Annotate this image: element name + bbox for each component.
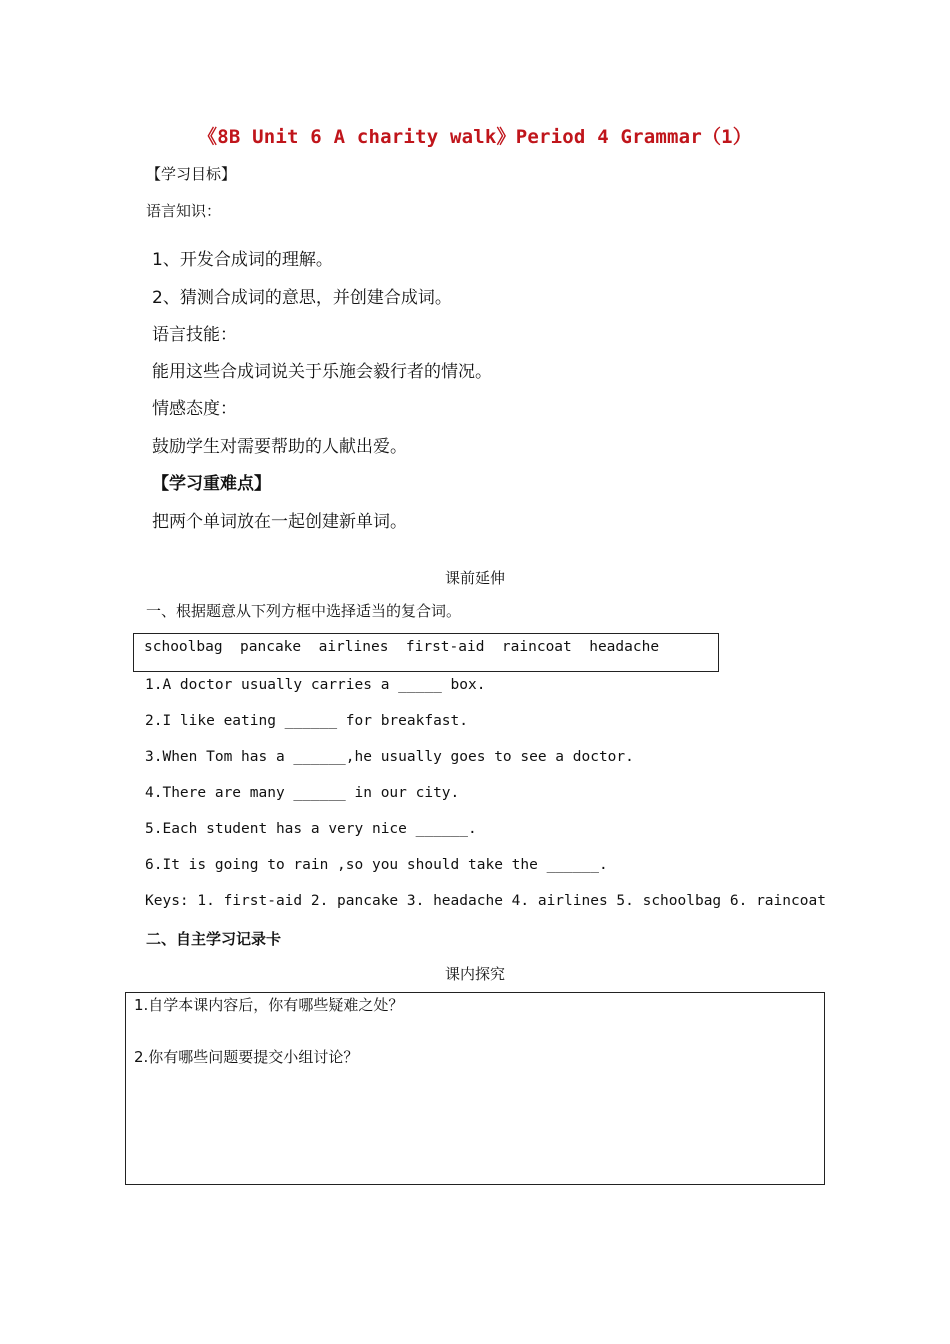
word-list: schoolbag pancake airlines first-aid raincoat headache xyxy=(144,639,660,655)
question: 1.A doctor usually carries a _____ box. xyxy=(145,677,486,693)
key-points-text: 把两个单词放在一起创建新单词。 xyxy=(152,512,407,532)
page-title: 《8B Unit 6 A charity walk》Period 4 Grammar（1） xyxy=(198,126,752,148)
question: 3.When Tom has a ______,he usually goes to see a doctor. xyxy=(145,749,634,765)
in-class-heading: 课内探究 xyxy=(444,965,505,983)
knowledge-item: 1、开发合成词的理解。 xyxy=(152,250,333,270)
discussion-box xyxy=(125,992,825,1185)
preview-instruction: 一、根据题意从下列方框中选择适当的复合词。 xyxy=(146,602,462,620)
key-points-heading: 【学习重难点】 xyxy=(152,474,271,494)
attitude-label: 情感态度： xyxy=(152,399,237,419)
question: 5.Each student has a very nice ______. xyxy=(145,821,477,837)
knowledge-label: 语言知识： xyxy=(146,202,222,220)
skills-label: 语言技能： xyxy=(152,325,237,345)
discussion-prompt: 1.自学本课内容后，你有哪些疑难之处？ xyxy=(134,996,404,1014)
preview-heading: 课前延伸 xyxy=(444,569,505,587)
word-box xyxy=(133,633,719,672)
question: 2.I like eating ______ for breakfast. xyxy=(145,713,469,729)
objectives-heading: 【学习目标】 xyxy=(146,165,237,183)
knowledge-item: 2、猜测合成词的意思，并创建合成词。 xyxy=(152,288,452,308)
attitude-text: 鼓励学生对需要帮助的人献出爱。 xyxy=(152,437,407,457)
discussion-prompt: 2.你有哪些问题要提交小组讨论？ xyxy=(134,1048,359,1066)
question: 4.There are many ______ in our city. xyxy=(145,785,460,801)
skills-text: 能用这些合成词说关于乐施会毅行者的情况。 xyxy=(152,362,492,382)
question: 6.It is going to rain ,so you should take the ______. xyxy=(145,857,608,873)
record-card-heading: 二、自主学习记录卡 xyxy=(146,930,282,948)
answer-keys: Keys: 1. first-aid 2. pancake 3. headache 4. airlines 5. schoolbag 6. raincoat xyxy=(145,893,826,909)
